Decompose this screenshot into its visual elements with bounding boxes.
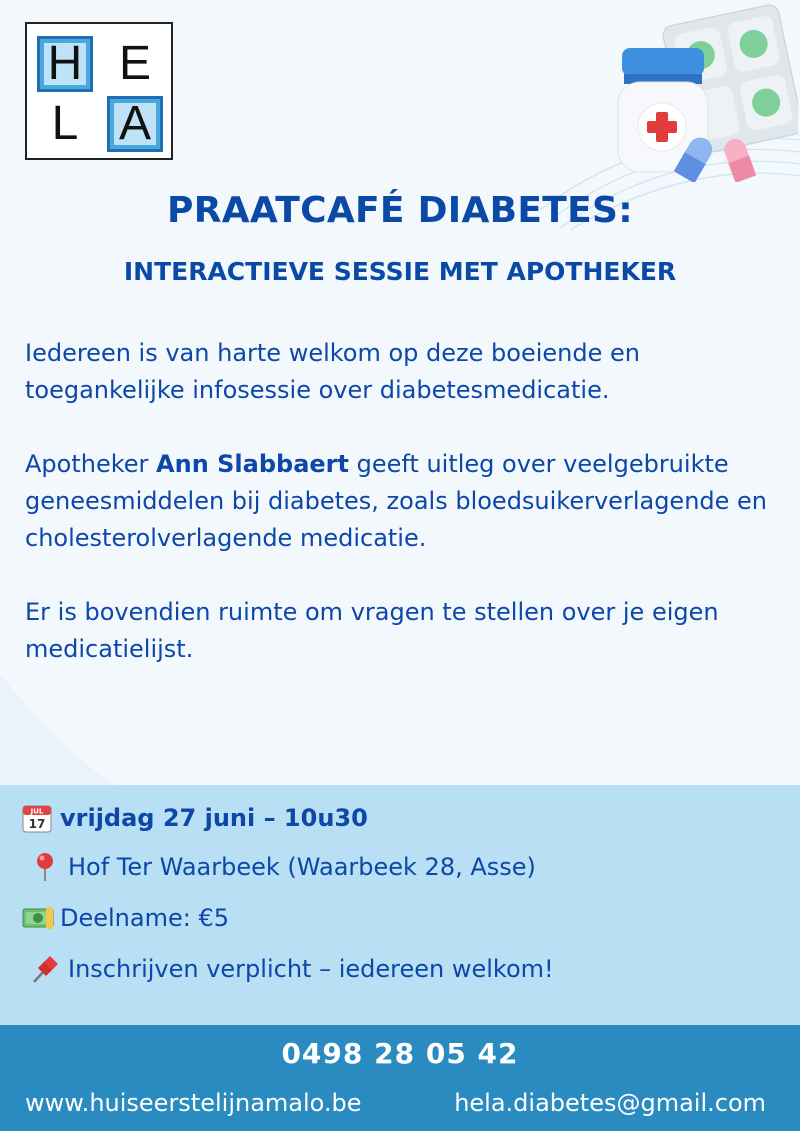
email-link[interactable]: hela.diabetes@gmail.com [454, 1089, 766, 1117]
event-date: JUL 17 vrijdag 27 juni – 10u30 [22, 803, 368, 833]
page-title: PRAATCAFÉ DIABETES: [167, 190, 633, 231]
hela-logo [25, 22, 173, 160]
svg-text:JUL: JUL [30, 807, 44, 816]
speaker-name: Ann Slabbaert [156, 450, 349, 478]
svg-text:17: 17 [28, 817, 46, 831]
logo-tile-e: E [118, 37, 151, 90]
page-subtitle: INTERACTIEVE SESSIE MET APOTHEKER [123, 257, 677, 286]
body-text [25, 335, 785, 705]
logo-tile-h: H [37, 36, 93, 92]
calendar-icon [22, 803, 56, 833]
speaker-paragraph: Apotheker Ann Slabbaert geeft uitleg over veelgebruikte geneesmiddelen bij diabetes, zoals bloedsuikerverlagende en cholesterolverlagende medicatie. [25, 450, 768, 552]
event-price: Deelname: €5 [22, 903, 229, 933]
website-link[interactable]: www.huiseerstelijnamalo.be [25, 1089, 362, 1117]
medicine-illustration [612, 2, 798, 182]
logo-tile-l: L [51, 97, 79, 150]
pushpin-icon [30, 954, 64, 984]
contact-footer [0, 1025, 800, 1131]
questions-paragraph: Er is bovendien ruimte om vragen te stellen over je eigen medicatielijst. [25, 598, 719, 663]
pin-icon [34, 852, 64, 882]
money-icon [22, 903, 56, 933]
event-location: Hof Ter Waarbeek (Waarbeek 28, Asse) [34, 852, 536, 882]
event-info-band [0, 785, 800, 1025]
event-registration: Inschrijven verplicht – iedereen welkom! [30, 954, 554, 984]
intro-paragraph: Iedereen is van harte welkom op deze boeiende en toegankelijke infosessie over diabetesmedicatie. [25, 339, 640, 404]
phone-number[interactable]: 0498 28 05 42 [281, 1037, 519, 1070]
logo-tile-a: A [107, 96, 163, 152]
